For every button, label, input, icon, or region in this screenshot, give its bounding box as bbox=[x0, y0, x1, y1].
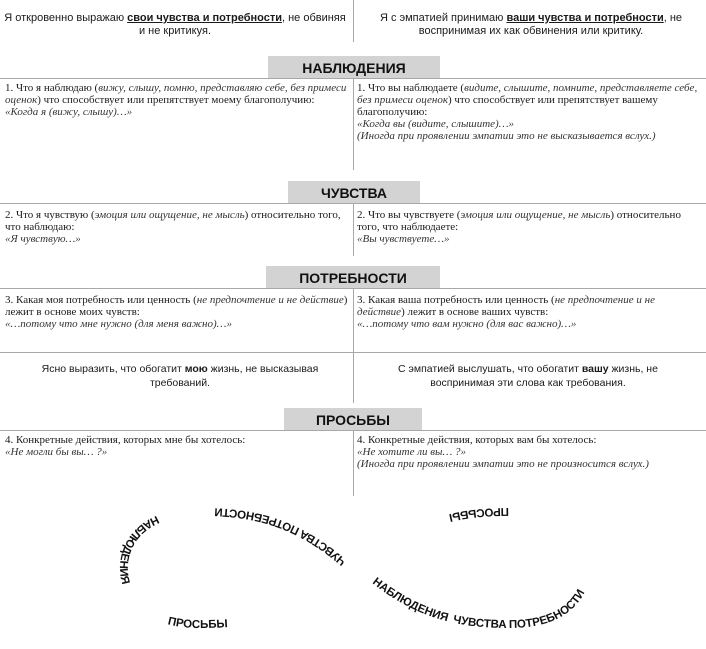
section-title-feelings: ЧУВСТВА bbox=[288, 181, 420, 203]
middle-right bbox=[368, 362, 688, 390]
needs-right-quote: «…потому что вам нужно (для вас важно)…» bbox=[357, 318, 577, 330]
middle-left bbox=[20, 362, 340, 390]
feelings-right-quote: «Вы чувствуете…» bbox=[357, 233, 450, 245]
middle-right-bold: вашу bbox=[581, 363, 609, 375]
requests-left-quote: «Не могли бы вы… ?» bbox=[5, 446, 108, 458]
requests-left-text: 4. Конкретные действия, которых мне бы хотелось: bbox=[5, 434, 246, 446]
needs-left-text2: ) лежит в основе моих чувств: bbox=[5, 294, 348, 318]
feelings-right bbox=[357, 209, 701, 245]
needs-left-em: не предпочтение и не действие bbox=[196, 294, 344, 306]
observations-right-text2: ) что способствует или препятствует вашему благополучию: bbox=[357, 94, 658, 118]
middle-right-text: С эмпатией выслушать, что обогатит bbox=[398, 363, 582, 375]
column-divider-needs bbox=[353, 288, 354, 403]
intro-left-text: Я откровенно выражаю bbox=[4, 12, 128, 24]
column-divider-observations bbox=[353, 78, 354, 170]
infinity-label-4: ПРОСЬБЫ bbox=[166, 615, 229, 632]
feelings-right-text2: ) относительно того, что наблюдаете: bbox=[357, 209, 681, 233]
column-divider-requests bbox=[353, 430, 354, 496]
feelings-left bbox=[5, 209, 349, 245]
section-title-needs: ПОТРЕБНОСТИ bbox=[266, 266, 440, 288]
needs-right-text2: ) лежит в основе ваших чувств: bbox=[401, 306, 549, 318]
observations-right-em: видите, слышите, помните, представляете себе, без примеси оценок bbox=[357, 82, 698, 106]
observations-left-em: вижу, слышу, помню, представляю себе, без примеси оценок bbox=[5, 82, 347, 106]
intro-left-text-end: , не обвиняя и не критикуя. bbox=[138, 12, 346, 37]
observations-left bbox=[5, 82, 349, 118]
feelings-left-em: эмоция или ощущение, не мысль bbox=[94, 209, 245, 221]
column-divider-intro bbox=[353, 0, 354, 42]
infinity-label-3: ПОТРЕБНОСТИ bbox=[214, 505, 302, 537]
column-divider-feelings bbox=[353, 203, 354, 256]
feelings-left-text: 2. Что я чувствую ( bbox=[5, 209, 95, 221]
infinity-label-1: НАБЛЮДЕНИЯ bbox=[116, 512, 161, 586]
intro-right bbox=[356, 12, 706, 38]
infinity-label-5: НАБЛЮДЕНИЯ bbox=[370, 575, 450, 625]
requests-left bbox=[5, 434, 349, 458]
requests-right-quote: «Не хотите ли вы… ?» bbox=[357, 446, 467, 458]
observations-left-text: 1. Что я наблюдаю ( bbox=[5, 82, 99, 94]
observations-right bbox=[357, 82, 701, 142]
needs-right-em: не предпочтение и не действие bbox=[357, 294, 655, 318]
middle-right-text-end: жизнь, не воспринимая эти слова как требования. bbox=[430, 363, 658, 389]
section-title-requests: ПРОСЬБЫ bbox=[284, 408, 422, 430]
feelings-left-quote: «Я чувствую…» bbox=[5, 233, 81, 245]
intro-left-bold: свои чувства и потребности bbox=[127, 12, 282, 24]
infinity-label-8: ПРОСЬБЫ bbox=[447, 504, 510, 524]
needs-right-text: 3. Какая ваша потребность или ценность ( bbox=[357, 294, 555, 306]
needs-left-text: 3. Какая моя потребность или ценность ( bbox=[5, 294, 197, 306]
section-title-observations: НАБЛЮДЕНИЯ bbox=[268, 56, 440, 78]
infinity-diagram bbox=[0, 496, 706, 649]
requests-right-text: 4. Конкретные действия, которых вам бы хотелось: bbox=[357, 434, 597, 446]
needs-right bbox=[357, 294, 701, 330]
needs-left-quote: «…потому что мне нужно (для меня важно)…» bbox=[5, 318, 232, 330]
observations-left-text2: ) что способствует или препятствует моему благополучию: bbox=[37, 94, 315, 106]
feelings-right-em: эмоция или ощущение, не мысль bbox=[460, 209, 611, 221]
observations-right-note: (Иногда при проявлении эмпатии это не высказывается вслух.) bbox=[357, 130, 656, 142]
intro-right-text: Я с эмпатией принимаю bbox=[379, 12, 507, 24]
feelings-left-text2: ) относительно того, что наблюдаю: bbox=[5, 209, 341, 233]
observations-right-text: 1. Что вы наблюдаете ( bbox=[357, 82, 465, 94]
needs-left bbox=[5, 294, 349, 330]
requests-right bbox=[357, 434, 701, 470]
intro-left bbox=[0, 12, 350, 38]
middle-left-bold: мою bbox=[184, 363, 208, 375]
middle-left-text: Ясно выразить, что обогатит bbox=[41, 363, 185, 375]
infinity-label-7: ПОТРЕБНОСТИ bbox=[508, 587, 588, 632]
infinity-label-6: ЧУВСТВА bbox=[452, 613, 507, 632]
requests-right-note: (Иногда при проявлении эмпатии это не произносится вслух.) bbox=[357, 458, 649, 470]
middle-left-text-end: жизнь, не высказывая требований. bbox=[150, 363, 319, 389]
observations-right-quote: «Когда вы (видите, слышите)…» bbox=[357, 118, 514, 130]
divider-middle bbox=[0, 352, 706, 353]
intro-right-text-end: , не воспринимая их как обвинения или критику. bbox=[418, 12, 683, 37]
intro-right-bold: ваши чувства и потребности bbox=[506, 12, 664, 24]
observations-left-quote: «Когда я (вижу, слышу)…» bbox=[5, 106, 133, 118]
infinity-label-2: ЧУВСТВА bbox=[297, 526, 349, 568]
feelings-right-text: 2. Что вы чувствуете ( bbox=[357, 209, 461, 221]
